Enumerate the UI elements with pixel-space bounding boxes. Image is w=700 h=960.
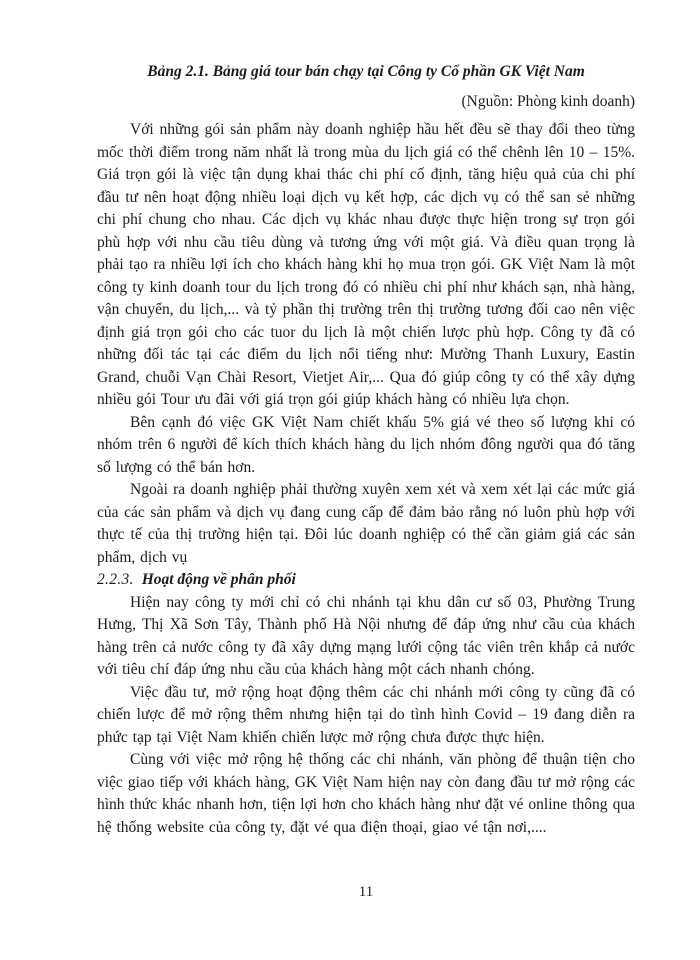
source-note: (Nguồn: Phòng kinh doanh): [461, 93, 635, 110]
text-column: [97, 62, 635, 839]
table-caption: Bảng 2.1. Bảng giá tour bán chạy tại Công ty Cổ phần GK Việt Nam: [147, 63, 585, 80]
section-heading: [97, 569, 635, 592]
paragraph-online-booking: Cùng với việc mở rộng hệ thống các chi nhánh, văn phòng để thuận tiện cho việc giao tiếp với khách hàng, GK Việt Nam hiện nay còn đang đầu tư mở rộng các hình thức khác nhanh hơn, tiện lợi hơn cho khách hàng như đặt vé online thông qua hệ thống website của công ty, đặt vé qua điện thoại, giao vé tận nơi,....: [97, 751, 635, 836]
paragraph-group-discount: Bên cạnh đó việc GK Việt Nam chiết khấu 5% giá vé theo số lượng khi có nhóm trên 6 người để kích thích khách hàng du lịch nhóm đông người qua đó tăng số lượng có thể bán hơn.: [97, 413, 635, 476]
heading-number: 2.2.3.: [97, 571, 134, 588]
paragraph-price-review: Ngoài ra doanh nghiệp phải thường xuyên xem xét và xem xét lại các mức giá của các sản phẩm và dịch vụ đang cung cấp để đảm bảo rằng nó luôn phù hợp với thực tế của thị trường hiện tại. Đôi lúc doanh nghiệp có thể cần giảm giá các sản phẩm, dịch vụ: [97, 481, 635, 566]
heading-title: Hoạt động về phân phối: [141, 571, 296, 588]
page-number: 11: [358, 884, 374, 900]
paragraph-branch-network: Hiện nay công ty mới chỉ có chi nhánh tại khu dân cư số 03, Phường Trung Hưng, Thị Xã Sơn Tây, Thành phố Hà Nội nhưng để đáp ứng như cầu của khách hàng trên cả nước công ty đã xây dựng mạng lưới cộng tác viên trên khắp cả nước với tiêu chí đáp ứng nhu cầu của khách hàng một cách nhanh chóng.: [97, 593, 635, 678]
paragraph-pricing-packages: Với những gói sản phẩm này doanh nghiệp hầu hết đều sẽ thay đổi theo từng mốc thời điểm trong năm nhất là trong mùa du lịch giá có thể chênh lên 10 – 15%. Giá trọn gói là việc tận dụng khai thác chi phí cố định, tăng hiệu quả của chi phí đầu tư nên hoạt động nhiều loại dịch vụ kết hợp, các dịch vụ có thể san sẻ những chi phí chung cho nhau. Các dịch vụ khác nhau được thực hiện trong sự trọn gói phù hợp với nhu cầu tiêu dùng và tương ứng với một giá. Và điều quan trọng là phải tạo ra nhiều lợi ích cho khách hàng khi họ mua trọn gói. GK Việt Nam là một công ty kinh doanh tour du lịch trong đó có nhiều chi phí như khách sạn, nhà hàng, vận chuyển, du lịch,... và tỷ phần thị trường trên thị trường tương đối cao nên việc định giá trọn gói cho các tuor du lịch là một chiến lược phù hợp. Công ty đã có những đối tác tại các điểm du lịch nổi tiếng như: Mường Thanh Luxury, Eastin Grand, chuỗi Vạn Chài Resort, Vietjet Air,... Qua đó giúp công ty có thể xây dựng nhiều gói Tour ưu đãi với giá trọn gói giúp khách hàng có nhiều lựa chọn.: [97, 121, 635, 408]
paragraph-expansion-covid: Việc đầu tư, mở rộng hoạt động thêm các chi nhánh mới công ty cũng đã có chiến lược để mở rộng thêm nhưng hiện tại do tình hình Covid – 19 đang diễn ra phức tạp tại Việt Nam khiến chiến lược mở rộng chưa được thực hiện.: [97, 683, 635, 746]
